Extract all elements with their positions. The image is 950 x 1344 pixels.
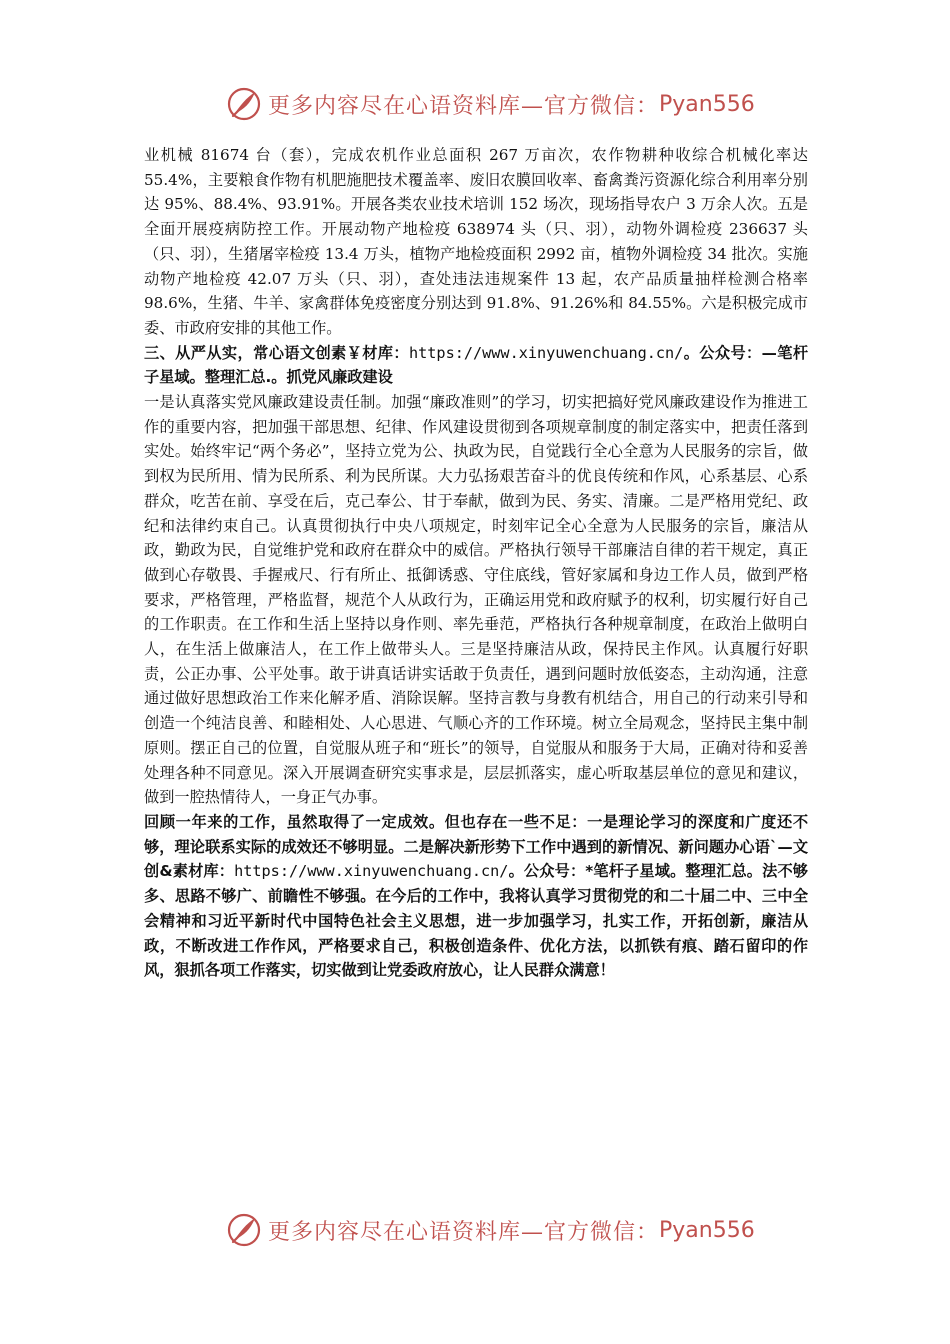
watermark-wechat-id: Pyan556 [659, 91, 755, 117]
quill-logo-icon [226, 86, 262, 122]
paragraph-integrity: 一是认真落实党风廉政建设责任制。加强“廉政准则”的学习，切实把搞好党风廉政建设作为推进工作的重要内容，把加强干部思想、纪律、作风建设贯彻到各项规章制度的制定落实中，把责任落到实处。始终牢记“两个务必”，坚持立党为公、执政为民，自觉践行全心全意为人民服务的宗旨，做到权为民所用、情为民所系、利为民所谋。大力弘扬艰苦奋斗的优良传统和作风，心系基层、心系群众，吃苦在前、享受在后，克己奉公、甘于奉献，做到为民、务实、清廉。二是严格用党纪、政纪和法律约束自己。认真贯彻执行中央八项规定，时刻牢记全心全意为人民服务的宗旨，廉洁从政，勤政为民，自觉维护党和政府在群众中的威信。严格执行领导干部廉洁自律的若干规定，真正做到心存敬畏、手握戒尺、行有所止、抵御诱惑、守住底线，管好家属和身边工作人员，做到严格要求，严格管理，严格监督，规范个人从政行为，正确运用党和政府赋予的权利，切实履行好自己的工作职责。在工作和生活上坚持以身作则、率先垂范，严格执行各种规章制度，在政治上做明白人，在生活上做廉洁人，在工作上做带头人。三是坚持廉洁从政，保持民主作风。认真履行好职责，公正办事、公平处事。敢于讲真话讲实话敢于负责任，遇到问题时放低姿态，主动沟通，注意通过做好思想政治工作来化解矛盾、消除误解。坚持言教与身教有机结合，用自己的行动来引导和创造一个纯洁良善、和睦相处、人心思进、气顺心齐的工作环境。树立全局观念，坚持民主集中制原则。摆正自己的位置，自觉服从班子和“班长”的领导，自觉服从和服务于大局，正确对待和妥善处理各种不同意见。深入开展调查研究实事求是，层层抓落实，虚心听取基层单位的意见和建议，做到一腔热情待人，一身正气办事。 [144, 393, 808, 807]
quill-logo-icon [226, 1212, 262, 1248]
watermark-text: 更多内容尽在心语资料库—官方微信： [268, 93, 660, 119]
watermark-text: 更多内容尽在心语资料库—官方微信： [268, 1219, 660, 1245]
heading-url: https://www.xinyuwenchuang.cn/ [409, 343, 684, 362]
summary-text-part1: 回顾一年来的工作，虽然取得了一定成效。但也存在一些不足：一是理论学习的深度和广度还不够，理论联系实际的成效还不够明显。二是解决新形势下工作中遇到的新情况、新问题办心语`—文创&素材库： [144, 812, 808, 881]
heading-text-part2: 。公众号：—笔杆子星域。整理汇总.。抓党风廉政建设 [144, 343, 809, 387]
section-heading-party-conduct [144, 341, 808, 390]
watermark-footer [226, 1210, 755, 1250]
watermark-header [226, 84, 755, 124]
paragraph-review-summary [144, 810, 808, 983]
watermark-wechat-id: Pyan556 [659, 1217, 755, 1243]
paragraph-agri-stats: 业机械 81674 台（套），完成农机作业总面积 267 万亩次，农作物耕种收综合机械化率达 55.4%，主要粮食作物有机肥施肥技术覆盖率、废旧农膜回收率、畜禽粪污资源化综合利用率分别达 95%、88.4%、93.91%。开展各类农业技术培训 152 场次，现场指导农户 3 万余人次。五是全面开展疫病防控工作。开展动物产地检疫 638974 头（只、羽），动物外调检疫 236637 头（只、羽），生猪屠宰检疫 13.4 万头，植物产地检疫面积 2992 亩，植物外调检疫 34 批次。实施动物产地检疫 42.07 万头（只、羽），查处违法违规案件 13 起，农产品质量抽样检测合格率 98.6%，生猪、牛羊、家禽群体免疫密度分别达到 91.8%、91.26%和 84.55%。六是积极完成市委、市政府安排的其他工作。 [144, 146, 808, 337]
document-body [144, 143, 808, 983]
summary-text-part2: 。公众号：*笔杆子星域。整理汇总。法不够多、思路不够广、前瞻性不够强。在今后的工作中，我将认真学习贯彻党的和二十届二中、三中全会精神和习近平新时代中国特色社会主义思想，进一步加强学习，扎实工作，开拓创新，廉洁从政，不断改进工作作风，严格要求自己，积极创造条件、优化方法，以抓铁有痕、踏石留印的作风，狠抓各项工作落实，切实做到让党委政府放心，让人民群众满意！ [144, 862, 808, 980]
summary-url: https://www.xinyuwenchuang.cn/ [234, 862, 509, 881]
heading-text-part1: 三、从严从实，常心语文创素￥材库： [144, 343, 409, 362]
